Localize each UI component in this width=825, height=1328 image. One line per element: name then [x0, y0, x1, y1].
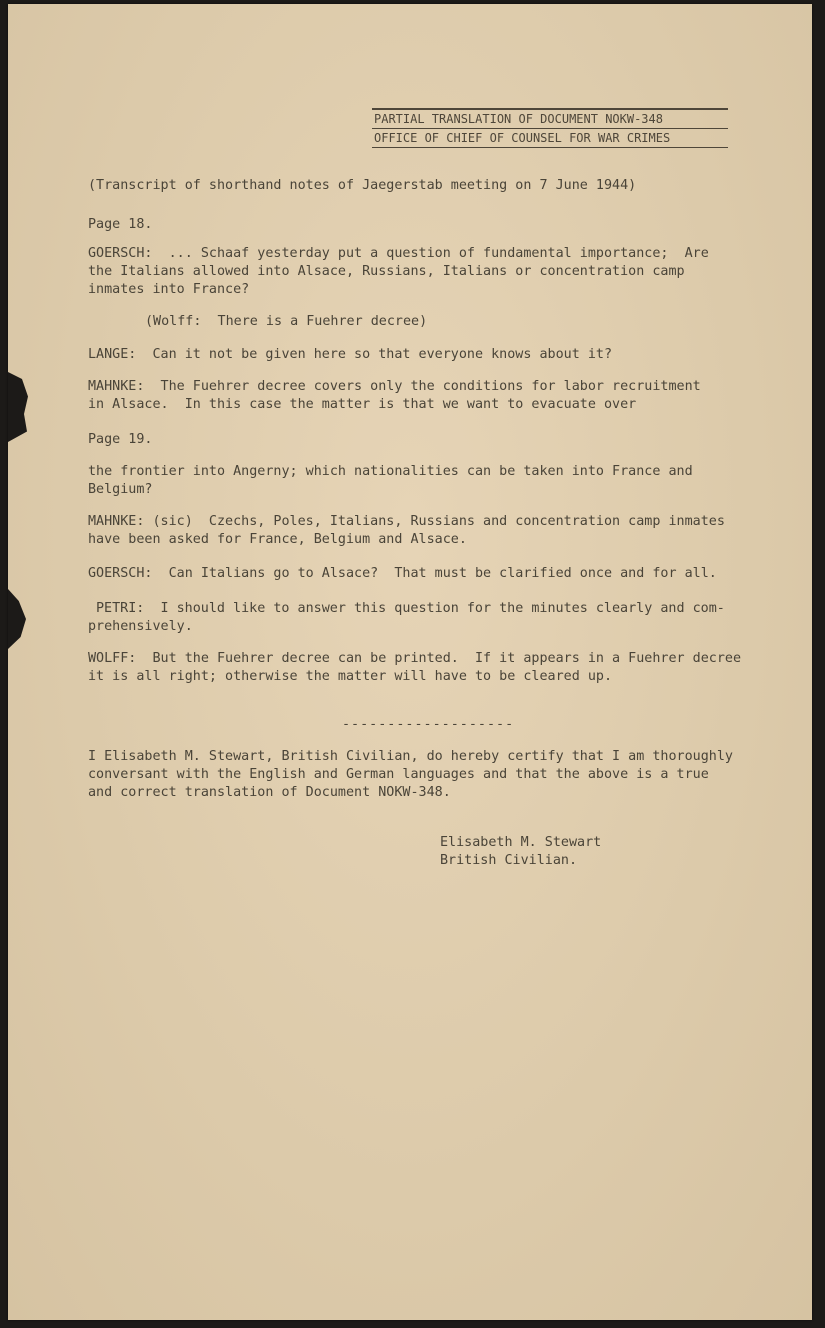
separator-line: -------------------: [342, 717, 515, 732]
signature-title: British Civilian.: [440, 853, 578, 868]
header-line-1: PARTIAL TRANSLATION OF DOCUMENT NOKW-348: [372, 108, 728, 129]
goersch-statement: inmates into France?: [88, 282, 250, 297]
mahnke-sic-statement: MAHNKE: (sic) Czechs, Poles, Italians, Russians and concentration camp inmates: [88, 514, 725, 529]
header-line-2: OFFICE OF CHIEF OF COUNSEL FOR WAR CRIMES: [372, 129, 728, 148]
certification-text: conversant with the English and German languages and that the above is a true: [88, 767, 709, 782]
page-19-label: Page 19.: [88, 432, 153, 447]
petri-statement: PETRI: I should like to answer this question for the minutes clearly and com-: [96, 601, 725, 616]
mahnke-statement: in Alsace. In this case the matter is that we want to evacuate over: [88, 397, 637, 412]
mahnke-statement: MAHNKE: The Fuehrer decree covers only the conditions for labor recruitment: [88, 379, 701, 394]
goersch-question: GOERSCH: Can Italians go to Alsace? That must be clarified once and for all.: [88, 566, 717, 581]
wolff-statement: it is all right; otherwise the matter will have to be cleared up.: [88, 669, 613, 684]
frontier-text: Belgium?: [88, 482, 153, 497]
page-18-label: Page 18.: [88, 217, 153, 232]
document-header: [372, 108, 728, 148]
mahnke-sic-statement: have been asked for France, Belgium and Alsace.: [88, 532, 467, 547]
goersch-statement: GOERSCH: ... Schaaf yesterday put a question of fundamental importance; Are: [88, 246, 709, 261]
frontier-text: the frontier into Angerny; which nationalities can be taken into France and: [88, 464, 693, 479]
signature-name: Elisabeth M. Stewart: [440, 835, 602, 850]
certification-text: and correct translation of Document NOKW-348.: [88, 785, 451, 800]
certification-text: I Elisabeth M. Stewart, British Civilian, do hereby certify that I am thoroughly: [88, 749, 733, 764]
goersch-statement: the Italians allowed into Alsace, Russians, Italians or concentration camp: [88, 264, 685, 279]
wolff-interjection: (Wolff: There is a Fuehrer decree): [145, 314, 428, 329]
lange-statement: LANGE: Can it not be given here so that everyone knows about it?: [88, 347, 613, 362]
transcript-note: (Transcript of shorthand notes of Jaegerstab meeting on 7 June 1944): [88, 178, 637, 193]
wolff-statement: WOLFF: But the Fuehrer decree can be printed. If it appears in a Fuehrer decree: [88, 651, 742, 666]
petri-statement: prehensively.: [88, 619, 193, 634]
